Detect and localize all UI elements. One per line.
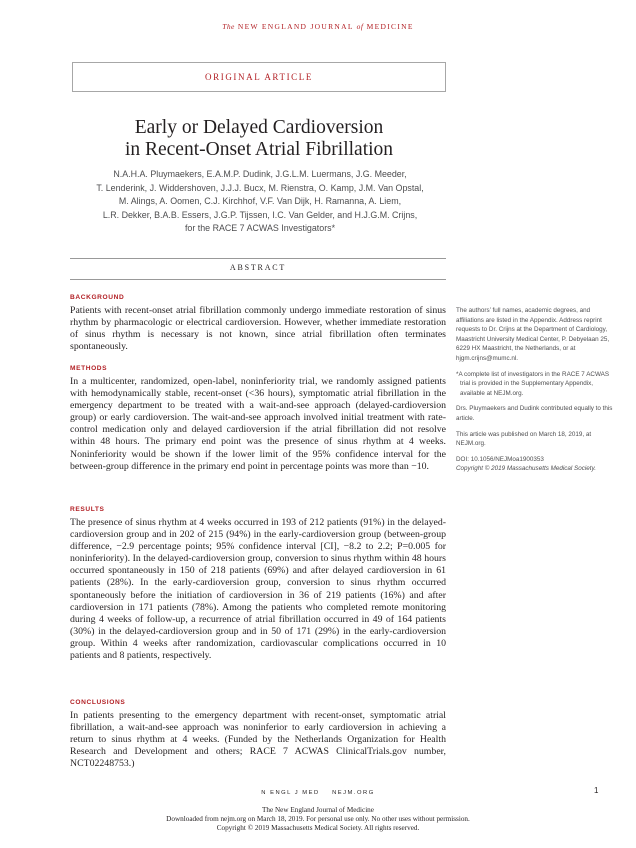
journal-header xyxy=(0,22,636,31)
side-notes xyxy=(456,306,614,480)
article-title xyxy=(72,117,446,161)
journal-header-prefix: The xyxy=(222,22,235,31)
side-note-contribution: Drs. Pluymaekers and Dudink contributed equally to this article. xyxy=(456,405,613,422)
author-line: M. Alings, A. Oomen, C.J. Kirchhof, V.F. Van Dijk, H. Ramanna, A. Liem, xyxy=(118,196,402,207)
footer-site: NEJM.ORG xyxy=(332,790,375,796)
footer-journal: N ENGL J MED xyxy=(261,790,320,796)
side-note-copyright: Copyright © 2019 Massachusetts Medical Society. xyxy=(456,465,596,473)
author-line: for the RACE 7 ACWAS Investigators* xyxy=(184,223,336,234)
results-heading: RESULTS xyxy=(70,506,105,513)
page-footer xyxy=(0,790,636,796)
download-notice-terms: Downloaded from nejm.org on March 18, 2019. For personal use only. No other uses without permission. xyxy=(166,815,470,823)
abstract-bottom-rule xyxy=(70,279,446,280)
abstract-heading: ABSTRACT xyxy=(229,263,287,272)
journal-header-name: NEW ENGLAND JOURNAL xyxy=(237,22,354,31)
article-type: ORIGINAL ARTICLE xyxy=(205,72,313,82)
author-line: T. Lenderink, J. Widdershoven, J.J.J. Bucx, M. Rienstra, O. Kamp, J.M. Van Opstal, xyxy=(96,182,424,193)
results-text: The presence of sinus rhythm at 4 weeks occurred in 193 of 212 patients (91%) in the delayed-cardioversion group and in 202 of 215 (94%) in the early-cardioversion group (between-group difference, −2.9 percentage points; 95% confidence interval [CI], −8.2 to 2.2; P=0.005 for noninferiority). In the delayed-cardioversion group, conversion to sinus rhythm within 48 hours occurred spontaneously in 150 of 218 patients (69%) and after delayed cardioversion in 61 patients (28%). In the early-cardioversion group, conversion to sinus rhythm occurred spontaneously before the initiation of cardioversion in 36 of 219 patients (16%) and after cardioversion in 171 patients (78%). Among the patients who completed remote monitoring during 4 weeks of follow-up, a recurrence of atrial fibrillation occurred in 49 of 164 patients (30%) in the delayed-cardioversion group and in 50 of 171 (29%) in the early-cardioversion group. Within 4 weeks after randomization, cardiovascular complications occurred in 10 patients and 8 patients, respectively. xyxy=(70,517,446,662)
article-type-box xyxy=(72,62,446,92)
journal-header-of: of xyxy=(356,22,364,31)
conclusions-text: In patients presenting to the emergency department with recent-onset, symptomatic atrial fibrillation, a wait-and-see approach was noninferior to early cardioversion in achieving a return to sinus rhythm at 4 weeks. (Funded by the Netherlands Organization for Health Research and Development and others; RACE 7 ACWAS ClinicalTrials.gov number, NCT02248753.) xyxy=(70,710,446,770)
author-line: L.R. Dekker, B.A.B. Essers, J.G.P. Tijssen, I.C. Van Gelder, and H.J.G.M. Crijns, xyxy=(102,209,418,220)
article-title-line-2: in Recent-Onset Atrial Fibrillation xyxy=(124,139,394,160)
abstract-top-rule xyxy=(70,258,446,259)
side-note-doi: DOI: 10.1056/NEJMoa1900353 xyxy=(456,455,544,463)
side-note-affiliations: The authors’ full names, academic degrees, and affiliations are listed in the Appendix. Address reprint requests to Dr. Crijns at the Department of Cardiology, Maastricht University Medical Center, P. Debyelaan 25, 6229 HX Maastricht, the Netherlands, or at hjgm.crijns@mumc.nl. xyxy=(456,307,610,362)
download-notice-journal: The New England Journal of Medicine xyxy=(262,806,374,814)
background-text: Patients with recent-onset atrial fibrillation commonly undergo immediate restoration of sinus rhythm by pharmacologic or electrical cardioversion. However, whether immediate restoration of sinus rhythm is necessary is not known, since atrial fibrillation often terminates spontaneously. xyxy=(70,305,446,353)
download-notice-copyright: Copyright © 2019 Massachusetts Medical Society. All rights reserved. xyxy=(216,824,420,832)
background-heading: BACKGROUND xyxy=(70,294,125,301)
journal-header-suffix: MEDICINE xyxy=(366,22,414,31)
article-title-line-1: Early or Delayed Cardioversion xyxy=(134,117,384,138)
conclusions-heading: CONCLUSIONS xyxy=(70,699,126,706)
page-number: 1 xyxy=(594,786,599,795)
side-note-published: This article was published on March 18, 2019, at NEJM.org. xyxy=(456,430,592,448)
side-note-investigators: *A complete list of investigators in the RACE 7 ACWAS trial is provided in the Supplementary Appendix, available at NEJM.org. xyxy=(456,370,610,397)
methods-heading: METHODS xyxy=(70,365,108,372)
author-list xyxy=(56,168,464,236)
methods-text: In a multicenter, randomized, open-label, noninferiority trial, we randomly assigned patients with hemodynamically stable, recent-onset (<36 hours), symptomatic atrial fibrillation in the emergency department to be treated with a wait-and-see approach (delayed-cardioversion group) or early cardioversion. The wait-and-see approach involved initial treatment with rate-control medication only and delayed cardioversion if the atrial fibrillation did not resolve within 48 hours. The primary end point was the presence of sinus rhythm at 4 weeks. Noninferiority would be shown if the lower limit of the 95% confidence interval for the between-group difference in the primary end point in percentage points was more than −10. xyxy=(70,376,446,472)
author-line: N.A.H.A. Pluymaekers, E.A.M.P. Dudink, J.G.L.M. Luermans, J.G. Meeder, xyxy=(113,169,407,179)
